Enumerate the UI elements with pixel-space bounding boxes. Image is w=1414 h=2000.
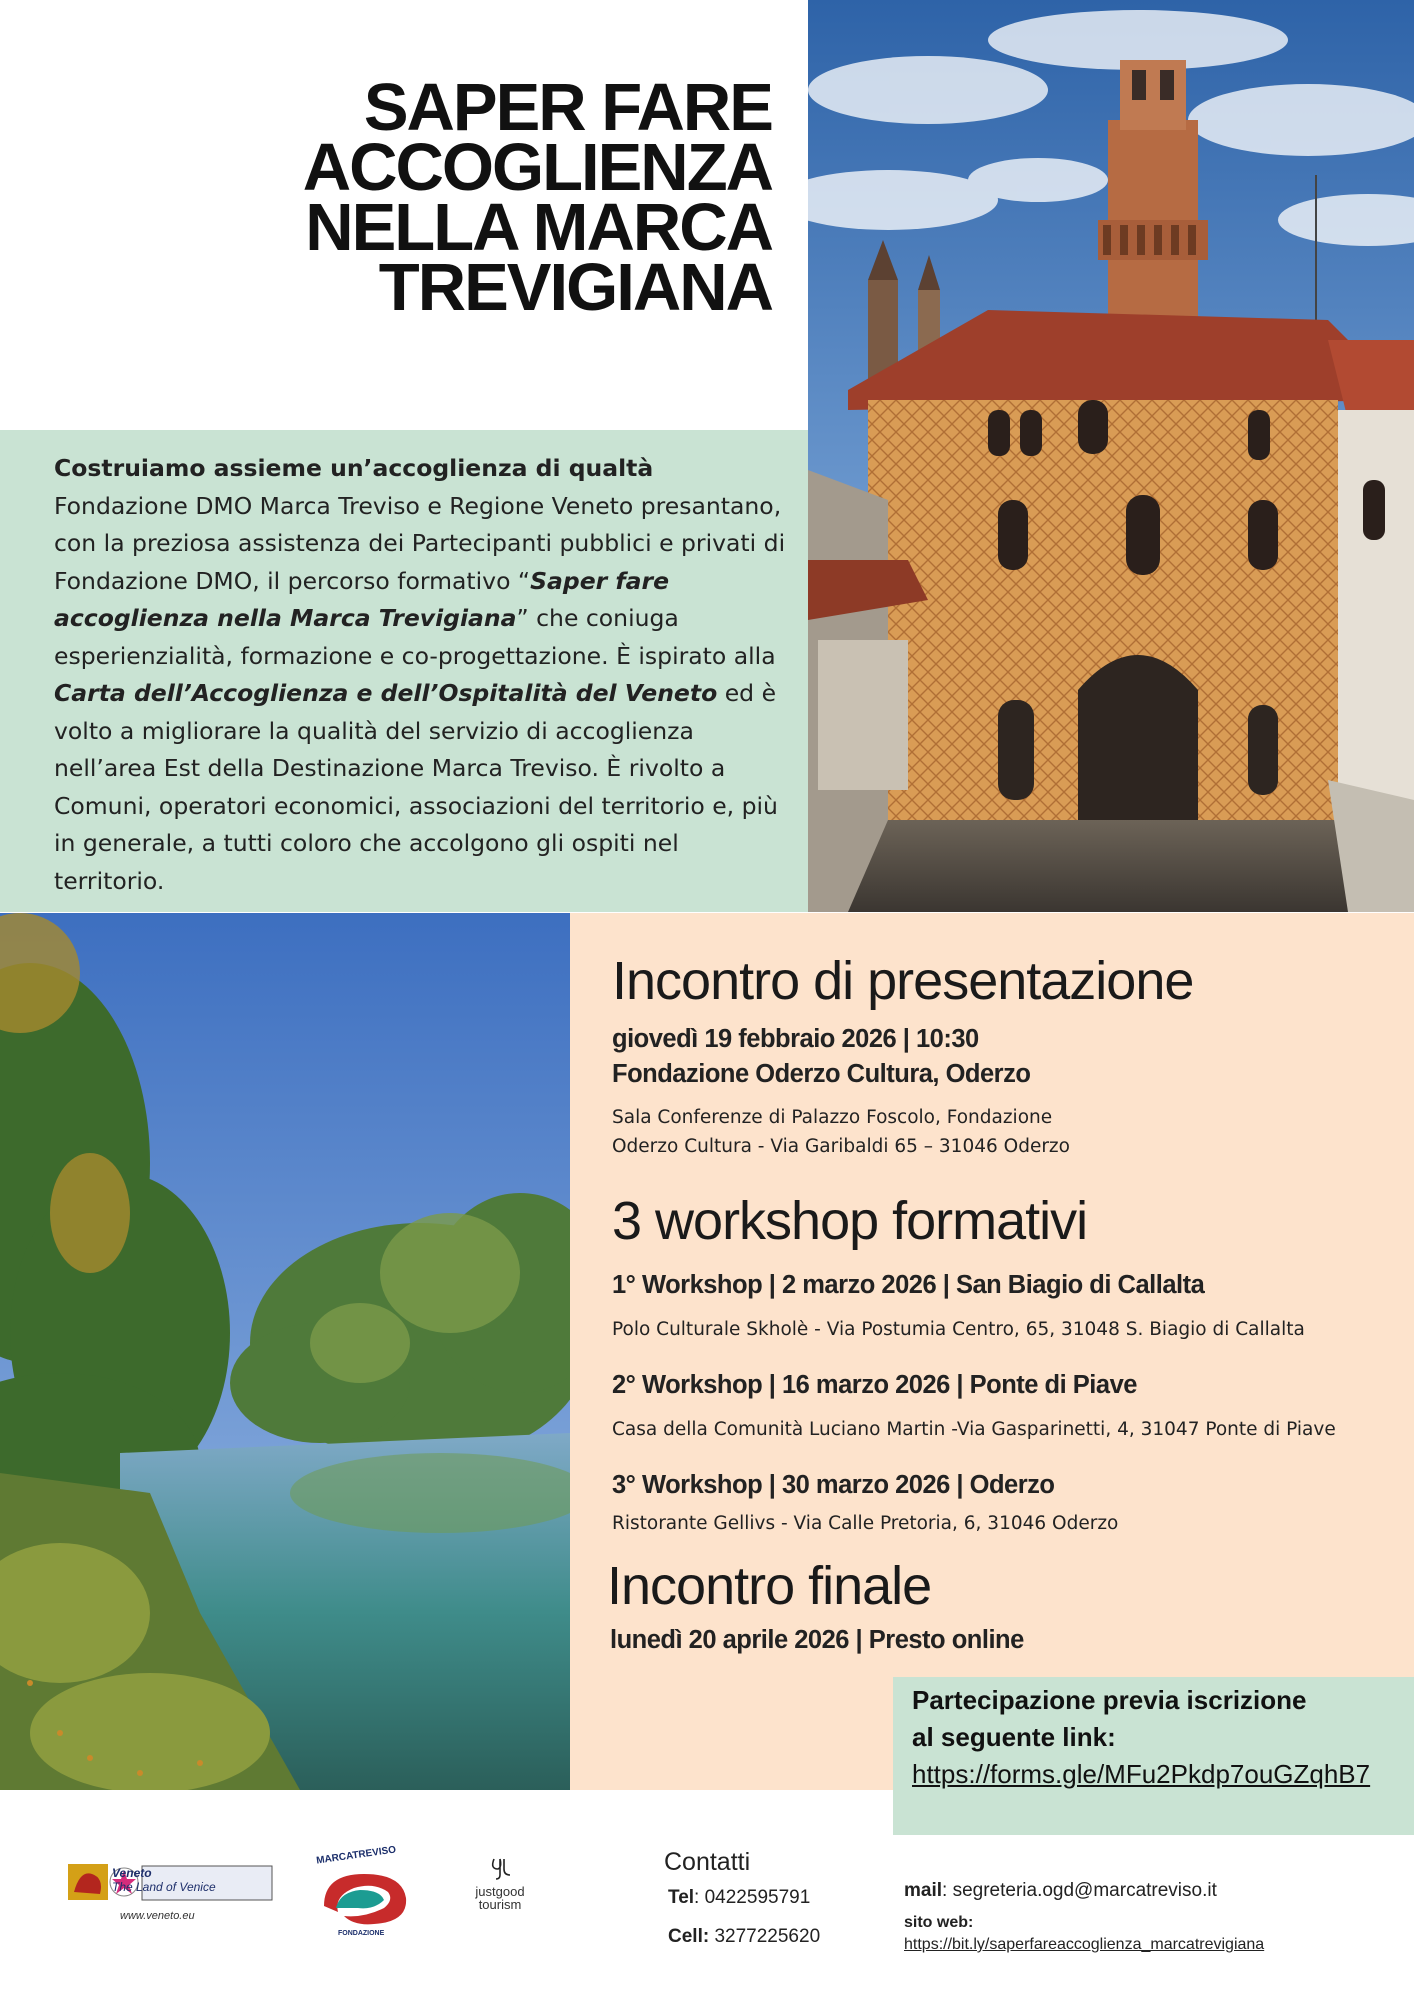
intro-heading: Costruiamo assieme un’accoglienza di qualtà (54, 454, 654, 482)
title-line-1: SAPER FARE (363, 70, 772, 145)
registration-text (912, 1682, 1392, 1793)
cell-value[interactable]: 3277225620 (709, 1926, 821, 1947)
workshops-heading: 3 workshop formativi (612, 1191, 1088, 1251)
intro-part-1: Fondazione DMO Marca Treviso e Regione Veneto presantano, con la preziosa assistenza dei Partecipanti pubblici e privati di Fondazione DMO, il percorso formativo “ (54, 491, 786, 595)
justgood-tourism-icon (486, 1855, 516, 1881)
title-line-3: NELLA MARCA (305, 190, 772, 265)
workshop-2-title: 2° Workshop | 16 marzo 2026 | Ponte di Piave (612, 1371, 1137, 1399)
presentation-place: Fondazione Oderzo Cultura, Oderzo (612, 1060, 1031, 1088)
tel-value[interactable]: : 0422595791 (694, 1887, 811, 1908)
final-heading: Incontro finale (607, 1556, 932, 1616)
title-line-4: TREVIGIANA (378, 250, 772, 325)
contacts-mail (904, 1880, 1217, 1902)
justgood-logo-line-1: justgood (475, 1884, 525, 1899)
justgood-logo-line-2: tourism (478, 1897, 522, 1912)
intro-text (54, 450, 794, 900)
workshop-2-address: Casa della Comunità Luciano Martin -Via Gasparinetti, 4, 31047 Ponte di Piave (612, 1419, 1336, 1440)
intro-part-2: ” che coniuga esperienzialità, formazione e co-progettazione. È ispirato alla (54, 604, 776, 670)
mail-label: mail (904, 1880, 943, 1901)
intro-body (54, 488, 794, 901)
final-date: lunedì 20 aprile 2026 | Presto online (610, 1626, 1024, 1654)
contacts-tel (668, 1887, 810, 1909)
registration-line-1: Partecipazione previa iscrizione (912, 1685, 1307, 1715)
workshop-1-address: Polo Culturale Skholè - Via Postumia Centro, 65, 31048 S. Biagio di Callalta (612, 1319, 1305, 1340)
contacts-heading: Contatti (664, 1848, 751, 1876)
workshop-3-address: Ristorante Gellivs - Via Calle Pretoria, 6, 31046 Oderzo (612, 1513, 1119, 1534)
title-line-2: ACCOGLIENZA (302, 130, 772, 205)
page-title (60, 70, 772, 325)
tel-label: Tel (668, 1887, 695, 1908)
veneto-logo-title: Veneto (112, 1866, 152, 1880)
veneto-logo-subtitle: The Land of Venice (112, 1880, 216, 1894)
marca-treviso-logo-text: MARCATREVISO (315, 1844, 397, 1867)
web-link[interactable]: https://bit.ly/saperfareaccoglienza_marcatrevigiana (904, 1936, 1265, 1953)
veneto-logo-url: www.veneto.eu (120, 1910, 195, 1922)
mail-value[interactable]: : segreteria.ogd@marcatreviso.it (942, 1880, 1217, 1901)
marca-treviso-logo (314, 1856, 414, 1936)
river-photo (0, 913, 570, 1790)
workshop-1-title: 1° Workshop | 2 marzo 2026 | San Biagio di Callalta (612, 1271, 1205, 1299)
intro-part-3: ed è volto a migliorare la qualità del servizio di accoglienza nell’area Est della Destinazione Marca Treviso. È rivolto a Comuni, operatori economici, associazioni del territorio e, più in generale, a tutti coloro che accolgono gli ospiti nel territorio. (54, 679, 778, 895)
presentation-address-2: Oderzo Cultura - Via Garibaldi 65 – 31046 Oderzo (612, 1136, 1070, 1157)
charter-name: Carta dell’Accoglienza e dell’Ospitalità del Veneto (54, 679, 718, 707)
web-label: sito web: (904, 1914, 974, 1931)
registration-link[interactable]: https://forms.gle/MFu2Pkdp7ouGZqhB7 (912, 1759, 1371, 1789)
contacts-cell (668, 1926, 820, 1948)
presentation-heading: Incontro di presentazione (612, 951, 1194, 1011)
presentation-date: giovedì 19 febbraio 2026 | 10:30 (612, 1025, 979, 1053)
course-name: Saper fare accoglienza nella Marca Trevigiana (54, 566, 670, 632)
workshop-3-title: 3° Workshop | 30 marzo 2026 | Oderzo (612, 1471, 1055, 1499)
cell-label: Cell: (668, 1926, 710, 1947)
registration-line-2: al seguente link: (912, 1722, 1116, 1752)
marca-treviso-logo-foundation: FONDAZIONE (338, 1930, 385, 1937)
presentation-address-1: Sala Conferenze di Palazzo Foscolo, Fondazione (612, 1107, 1053, 1128)
justgood-tourism-logo (470, 1885, 530, 1911)
palazzo-photo (808, 0, 1414, 912)
